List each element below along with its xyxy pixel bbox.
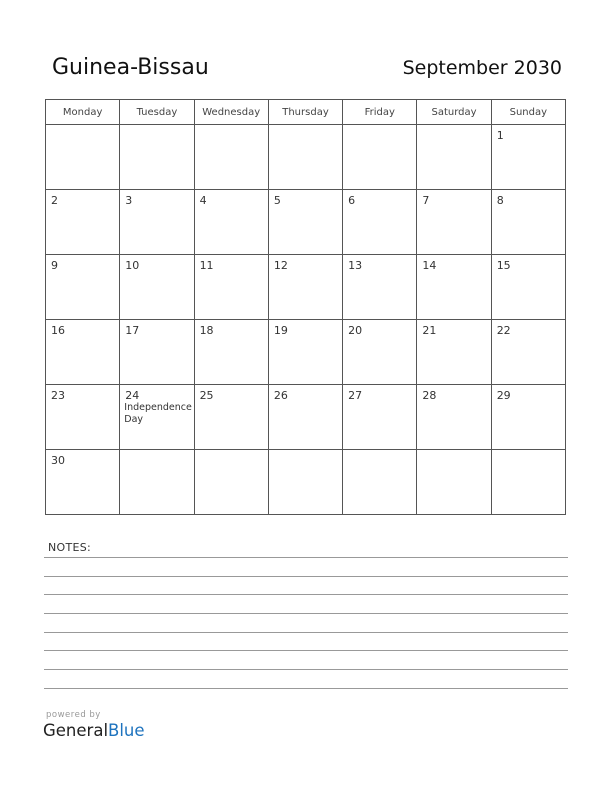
day-cell <box>120 190 194 255</box>
empty-day-cell <box>491 450 565 515</box>
weekday-monday: Monday <box>46 100 120 125</box>
day-cell <box>46 450 120 515</box>
day-number: 21 <box>422 324 437 337</box>
day-number: 25 <box>199 389 214 402</box>
day-cell <box>343 385 417 450</box>
week-row <box>46 450 566 515</box>
note-line <box>44 594 568 595</box>
weekday-tuesday: Tuesday <box>120 100 194 125</box>
day-cell <box>120 385 194 450</box>
day-number: 22 <box>496 324 511 337</box>
weekday-friday: Friday <box>343 100 417 125</box>
day-cell <box>491 190 565 255</box>
day-cell <box>343 255 417 320</box>
day-cell <box>194 255 268 320</box>
day-cell <box>417 320 491 385</box>
country-title: Guinea-Bissau <box>52 55 209 80</box>
day-cell <box>268 190 342 255</box>
day-cell <box>46 255 120 320</box>
day-number: 10 <box>125 259 140 272</box>
day-number: 8 <box>496 194 504 207</box>
week-row <box>46 190 566 255</box>
empty-day-cell <box>343 125 417 190</box>
powered-by-text: powered by <box>46 710 101 720</box>
brand-blue: Blue <box>108 721 145 740</box>
week-row <box>46 320 566 385</box>
day-number: 16 <box>51 324 65 337</box>
day-cell <box>491 255 565 320</box>
week-row <box>46 125 566 190</box>
day-cell <box>417 255 491 320</box>
note-line <box>44 557 568 558</box>
note-line <box>44 669 568 670</box>
calendar-body <box>46 125 566 515</box>
week-row <box>46 255 566 320</box>
day-cell <box>120 320 194 385</box>
empty-day-cell <box>343 450 417 515</box>
day-number: 2 <box>51 194 58 207</box>
empty-day-cell <box>120 125 194 190</box>
day-cell <box>268 320 342 385</box>
day-number: 12 <box>273 259 288 272</box>
note-line <box>44 650 568 651</box>
empty-day-cell <box>268 450 342 515</box>
empty-day-cell <box>268 125 342 190</box>
weekday-saturday: Saturday <box>417 100 491 125</box>
day-number: 13 <box>348 259 363 272</box>
day-number: 29 <box>496 389 511 402</box>
day-number: 20 <box>348 324 363 337</box>
day-cell <box>268 385 342 450</box>
week-row <box>46 385 566 450</box>
day-cell <box>120 255 194 320</box>
note-line <box>44 576 568 577</box>
day-cell <box>491 320 565 385</box>
day-cell <box>417 385 491 450</box>
note-line <box>44 613 568 614</box>
day-number: 19 <box>273 324 288 337</box>
day-number: 14 <box>422 259 437 272</box>
weekday-sunday: Sunday <box>491 100 565 125</box>
day-cell <box>343 190 417 255</box>
day-number: 27 <box>348 389 363 402</box>
notes-label: NOTES: <box>48 541 92 554</box>
day-cell <box>417 190 491 255</box>
day-number: 23 <box>51 389 65 402</box>
calendar-grid <box>45 99 566 515</box>
day-cell <box>194 385 268 450</box>
day-cell <box>46 320 120 385</box>
holiday-label: Independence Day <box>124 402 192 425</box>
day-cell <box>343 320 417 385</box>
day-number: 28 <box>422 389 437 402</box>
day-number: 26 <box>273 389 288 402</box>
weekday-wednesday: Wednesday <box>194 100 268 125</box>
month-year-title: September 2030 <box>402 57 562 79</box>
day-number: 11 <box>199 259 214 272</box>
day-cell <box>194 320 268 385</box>
day-cell <box>194 190 268 255</box>
generalblue-logo[interactable] <box>43 721 145 740</box>
day-number: 15 <box>496 259 511 272</box>
empty-day-cell <box>46 125 120 190</box>
weekday-header-row <box>46 100 566 125</box>
day-cell <box>491 385 565 450</box>
day-cell <box>46 385 120 450</box>
day-number: 4 <box>199 194 207 207</box>
empty-day-cell <box>194 450 268 515</box>
empty-day-cell <box>417 125 491 190</box>
day-number: 5 <box>273 194 281 207</box>
note-line <box>44 688 568 689</box>
day-number: 1 <box>496 129 504 142</box>
day-number: 30 <box>51 454 65 467</box>
empty-day-cell <box>120 450 194 515</box>
brand-general: General <box>43 721 109 740</box>
day-cell <box>268 255 342 320</box>
empty-day-cell <box>194 125 268 190</box>
day-number: 6 <box>348 194 356 207</box>
day-cell <box>46 190 120 255</box>
day-number: 9 <box>51 259 58 272</box>
day-number: 18 <box>199 324 214 337</box>
day-number: 24 <box>125 389 140 402</box>
weekday-thursday: Thursday <box>268 100 342 125</box>
day-cell <box>491 125 565 190</box>
empty-day-cell <box>417 450 491 515</box>
day-number: 3 <box>125 194 133 207</box>
day-number: 17 <box>125 324 140 337</box>
day-number: 7 <box>422 194 430 207</box>
note-line <box>44 632 568 633</box>
